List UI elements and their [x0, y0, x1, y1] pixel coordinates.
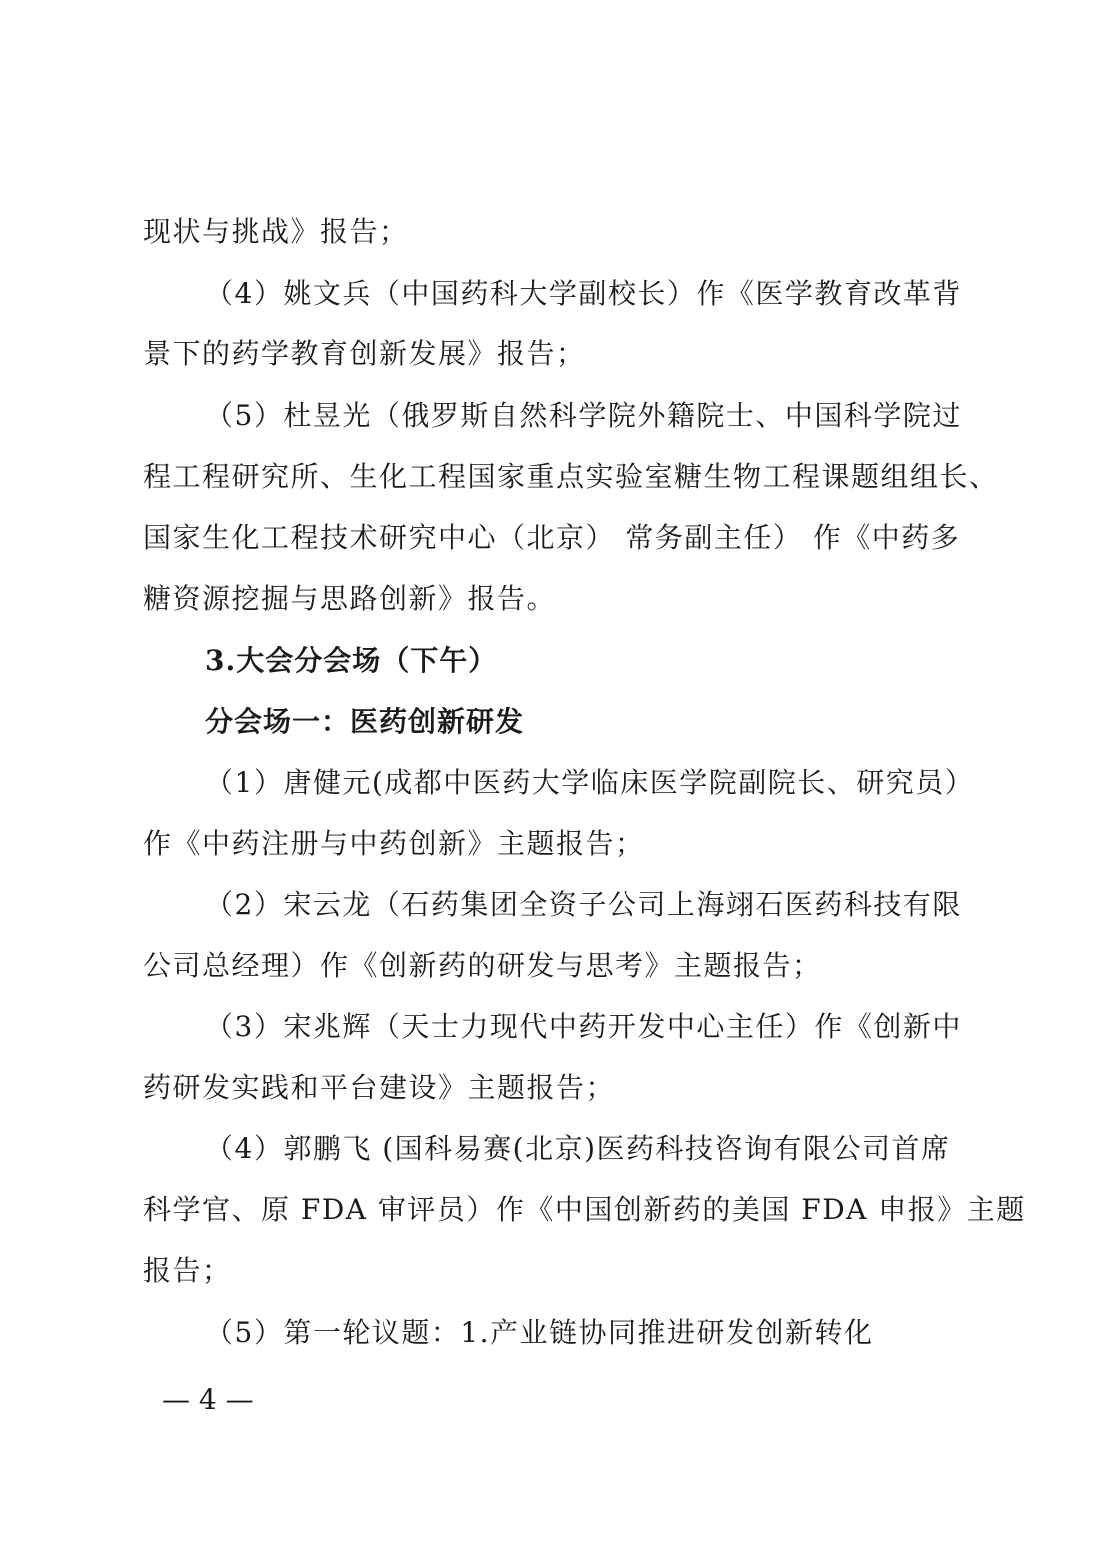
paragraph-line: （3）宋兆辉（天士力现代中药开发中心主任）作《创新中: [205, 1010, 962, 1043]
paragraph-line: 糖资源挖掘与思路创新》报告。: [143, 582, 557, 615]
paragraph-line: 公司总经理）作《创新药的研发与思考》主题报告；: [143, 949, 822, 982]
paragraph-line: （1）唐健元(成都中医药大学临床医学院副院长、研究员）: [205, 766, 975, 799]
paragraph-line: （4）郭鹏飞 (国科易赛(北京)医药科技咨询有限公司首席: [205, 1132, 951, 1165]
paragraph-line: 国家生化工程技术研究中心（北京） 常务副主任） 作《中药多: [143, 521, 961, 554]
paragraph-line: 药研发实践和平台建设》主题报告；: [143, 1071, 616, 1104]
paragraph-line: （2）宋云龙（石药集团全资子公司上海翊石医药科技有限: [205, 888, 962, 921]
subsection-heading: 分会场一：医药创新研发: [205, 705, 525, 738]
paragraph-line: （5）杜昱光（俄罗斯自然科学院外籍院士、中国科学院过: [205, 399, 962, 432]
paragraph-line: 作《中药注册与中药创新》主题报告；: [143, 827, 645, 860]
paragraph-line: （5）第一轮议题：1.产业链协同推进研发创新转化: [205, 1316, 874, 1349]
paragraph-line: 报告；: [143, 1254, 232, 1287]
paragraph-line: 科学官、原 FDA 审评员）作《中国创新药的美国 FDA 申报》主题: [143, 1193, 1026, 1226]
paragraph-line: （4）姚文兵（中国药科大学副校长）作《医学教育改革背: [205, 277, 962, 310]
paragraph-line: 景下的药学教育创新发展》报告；: [143, 337, 586, 370]
paragraph-line: 程工程研究所、生化工程国家重点实验室糖生物工程课题组组长、: [143, 460, 999, 493]
paragraph-line: 现状与挑战》报告；: [143, 215, 409, 248]
page-number: — 4 —: [162, 1383, 254, 1416]
section-heading: 3.大会分会场（下午）: [205, 644, 498, 677]
